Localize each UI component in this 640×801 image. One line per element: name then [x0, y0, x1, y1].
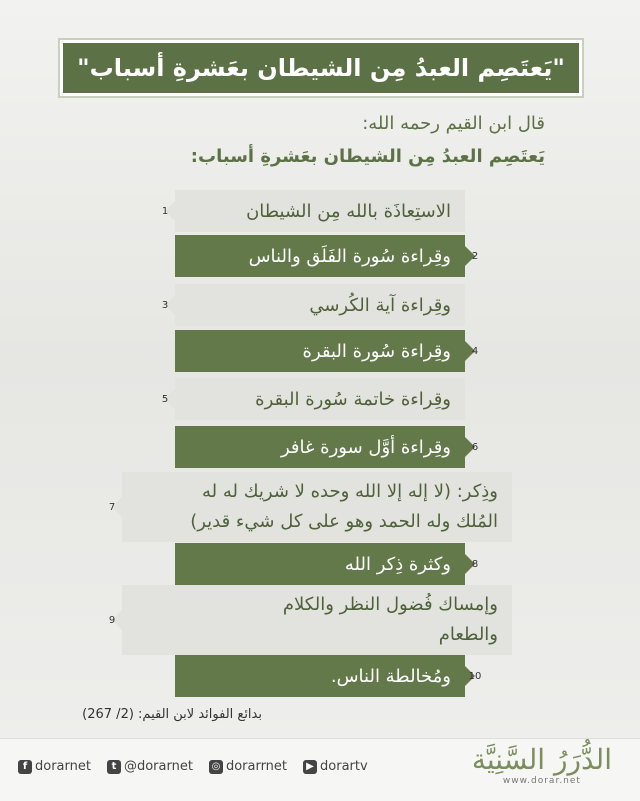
- title-banner: [60, 40, 582, 96]
- list-item: [175, 284, 465, 326]
- item-number-tag: [465, 666, 485, 686]
- item-text: وقِراءة آية الكُرسي: [309, 294, 451, 316]
- logo-text: الدُّرَرُ السَّنِيَّة: [471, 743, 612, 776]
- item-number-tag: [155, 295, 175, 315]
- list-item: [122, 585, 512, 655]
- item-number: 2: [471, 250, 479, 262]
- social-twitter[interactable]: [107, 759, 193, 774]
- dorar-logo[interactable]: [472, 743, 612, 786]
- item-text: وقِراءة سُورة البقرة: [302, 340, 451, 362]
- item-number: 8: [471, 558, 479, 570]
- item-number-tag: [465, 554, 485, 574]
- twitter-icon: t: [107, 760, 121, 774]
- item-number: 10: [468, 670, 482, 682]
- list-item: [175, 190, 465, 232]
- logo-url: www.dorar.net: [502, 776, 581, 786]
- item-number-tag: [155, 389, 175, 409]
- list-item: [175, 543, 465, 585]
- page-title: "يَعتَصِم العبدُ مِن الشيطان بعَشرةِ أسباب": [77, 54, 565, 82]
- intro-line-2: يَعتَصِم العبدُ مِن الشيطان بعَشرةِ أسباب:: [190, 146, 545, 167]
- item-text: وقِراءة أوَّل سورة غافر: [281, 436, 451, 458]
- youtube-icon: ▶: [303, 760, 317, 774]
- item-number-tag: [465, 437, 485, 457]
- item-text: وقِراءة سُورة الفَلَق والناس: [248, 245, 451, 267]
- social-label: dorartv: [320, 759, 368, 774]
- item-number: 4: [471, 345, 479, 357]
- item-number-tag: [102, 610, 122, 630]
- social-facebook[interactable]: [18, 759, 91, 774]
- list-item: [175, 426, 465, 468]
- item-text: وكثرة ذِكر الله: [344, 553, 451, 575]
- item-number: 6: [471, 441, 479, 453]
- footer: [0, 738, 640, 801]
- facebook-icon: f: [18, 760, 32, 774]
- social-links: [18, 759, 368, 774]
- list-item: [175, 655, 465, 697]
- item-number-tag: [155, 201, 175, 221]
- instagram-icon: ◎: [209, 760, 223, 774]
- social-label: dorarnet: [35, 759, 91, 774]
- item-text: وإمساك فُضول النظر والكلام والطعام: [282, 594, 498, 645]
- list-item: [175, 235, 465, 277]
- item-number: 5: [161, 393, 169, 405]
- social-label: @dorarnet: [123, 759, 193, 774]
- list-item: [175, 378, 465, 420]
- item-number: 7: [108, 501, 116, 513]
- item-number: 9: [108, 614, 116, 626]
- intro-line-1: قال ابن القيم رحمه الله:: [362, 113, 545, 134]
- social-label: dorarrnet: [225, 759, 288, 774]
- item-number: 1: [161, 205, 169, 217]
- item-text: الاستِعاذَة بالله مِن الشيطان: [246, 200, 451, 222]
- source-citation: بدائع الفوائد لابن القيم: (2/ 267): [82, 707, 262, 722]
- item-text: وقِراءة خاتمة سُورة البقرة: [255, 388, 451, 410]
- item-number-tag: [465, 246, 485, 266]
- item-number-tag: [102, 497, 122, 517]
- social-instagram[interactable]: [209, 759, 287, 774]
- social-youtube[interactable]: [303, 759, 368, 774]
- item-number: 3: [161, 299, 169, 311]
- item-text: ومُخالطة الناس.: [330, 665, 451, 687]
- list-item: [122, 472, 512, 542]
- item-number-tag: [465, 341, 485, 361]
- item-text: وذِكر: (لا إله إلا الله وحده لا شريك له له المُلك وله الحمد وهو على كل شيء قدير): [190, 481, 498, 532]
- list-item: [175, 330, 465, 372]
